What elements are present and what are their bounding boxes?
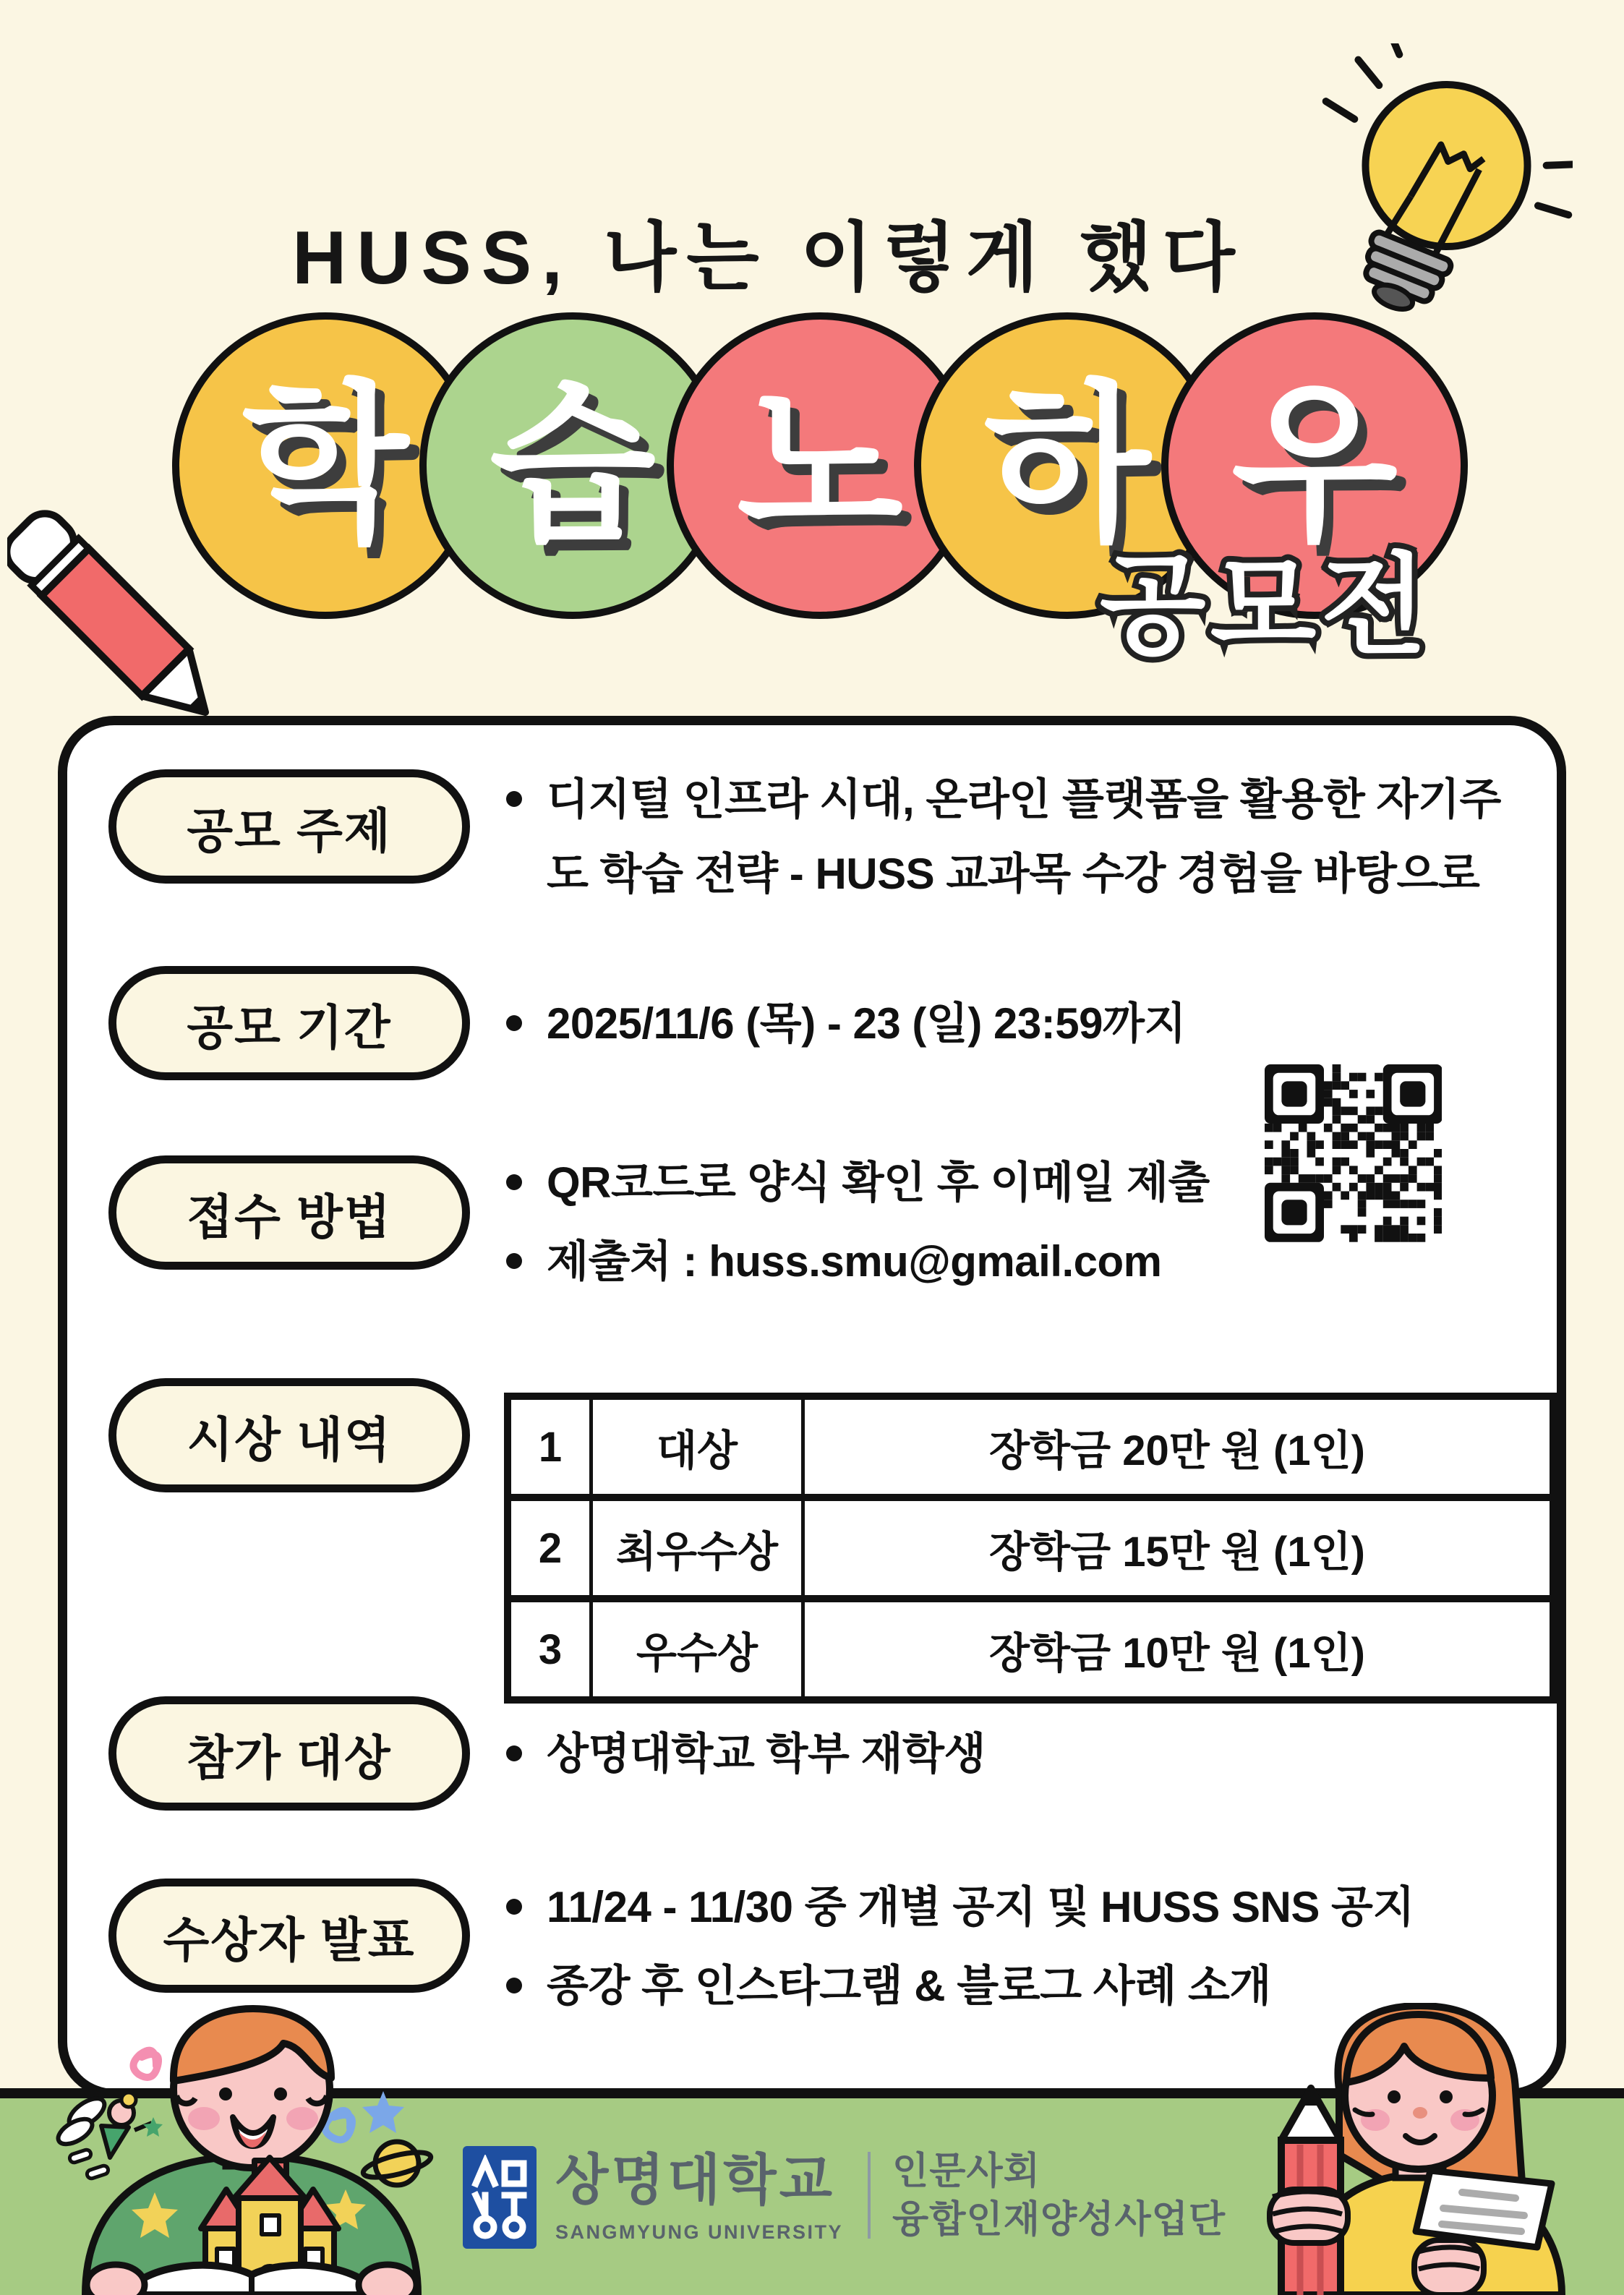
section-content-eligibility	[506, 1717, 1518, 1791]
section-label-text: 참가 대상	[187, 1730, 392, 1785]
table-row	[508, 1497, 1553, 1599]
bullet-row	[506, 1870, 1555, 1944]
section-content-topic	[506, 762, 1518, 911]
bullet-row	[506, 986, 1518, 1061]
university-name-ko: 상명대학교	[555, 2150, 836, 2211]
bullet-icon	[506, 791, 522, 807]
section-label-topic	[108, 769, 470, 884]
section-label-period	[108, 966, 470, 1080]
circle-letter: 하	[984, 369, 1150, 561]
org-name-line1: 인문사회	[892, 2150, 1040, 2192]
bullet-icon	[506, 1745, 522, 1761]
circle-letter: 우	[1231, 369, 1398, 561]
bullet-row	[506, 1224, 1244, 1299]
university-name-en: SANGMYUNG UNIVERSITY	[555, 2221, 844, 2243]
university-name-block	[555, 2150, 843, 2244]
section-label-eligibility	[108, 1696, 470, 1811]
award-rank: 1	[508, 1396, 591, 1497]
award-prize: 장학금 15만 원 (1인)	[803, 1497, 1554, 1599]
circle-letter: 습	[490, 369, 656, 561]
award-name: 대상	[591, 1396, 803, 1497]
bullet-text: 11/24 - 11/30 중 개별 공지 및 HUSS SNS 공지	[547, 1883, 1414, 1931]
logo-divider	[868, 2152, 871, 2239]
award-name: 최우수상	[591, 1497, 803, 1599]
org-name-line2: 융합인재양성사업단	[892, 2198, 1226, 2241]
subtitle-text: 공모전	[1099, 544, 1432, 667]
bullet-text: QR코드로 양식 확인 후 이메일 제출	[547, 1158, 1210, 1207]
section-label-text: 시상 내역	[187, 1412, 392, 1466]
bullet-row	[506, 1145, 1244, 1220]
pencil-icon	[7, 492, 296, 759]
section-label-awards	[108, 1378, 470, 1492]
circle-letter: 노	[737, 369, 903, 561]
award-name: 우수상	[591, 1599, 803, 1700]
section-content-apply	[506, 1145, 1244, 1299]
lightbulb-icon	[1298, 43, 1573, 318]
bullet-text: 2025/11/6 (목) - 23 (일) 23:59까지	[547, 999, 1186, 1048]
award-rank: 2	[508, 1497, 591, 1599]
qr-code-icon	[1264, 1061, 1442, 1244]
org-name-block	[892, 2147, 1226, 2244]
bullet-icon	[506, 1899, 522, 1915]
table-row	[508, 1599, 1553, 1700]
section-label-text: 공모 주제	[187, 803, 392, 858]
award-prize: 장학금 10만 원 (1인)	[803, 1599, 1554, 1700]
award-prize: 장학금 20만 원 (1인)	[803, 1396, 1554, 1497]
bullet-text: 상명대학교 학부 재학생	[547, 1730, 986, 1778]
section-label-text: 공모 기간	[187, 1000, 392, 1054]
section-content-period	[506, 986, 1518, 1061]
table-row	[508, 1396, 1553, 1497]
award-rank: 3	[508, 1599, 591, 1700]
bullet-icon	[506, 1174, 522, 1190]
bullet-text: 제출처 : huss.smu@gmail.com	[547, 1237, 1162, 1286]
bullet-row	[506, 1949, 1555, 2023]
bullet-icon	[506, 1015, 522, 1031]
bullet-icon	[506, 1253, 522, 1269]
page-title: HUSS, 나는 이렇게 했다	[292, 216, 1245, 300]
bullet-text: 종강 후 인스타그램 & 블로그 사례 소개	[547, 1962, 1271, 2011]
section-label-apply	[108, 1155, 470, 1270]
bullet-row	[506, 1717, 1518, 1791]
awards-table	[504, 1393, 1557, 1704]
sangmyung-emblem-icon	[463, 2146, 537, 2249]
bullet-row	[506, 762, 1518, 911]
section-label-text: 수상자 발표	[163, 1912, 416, 1967]
bullet-text: 디지털 인프라 시대, 온라인 플랫폼을 활용한 자기주도 학습 전략 - HUSS 교과목 수강 경험을 바탕으로	[547, 775, 1501, 899]
footer-logo	[463, 2146, 1226, 2249]
subtitle-gongmojeon	[1041, 537, 1490, 674]
section-label-text: 접수 방법	[187, 1189, 392, 1244]
bullet-icon	[506, 1978, 522, 1993]
section-label-announcement	[108, 1879, 470, 1993]
section-content-announcement	[506, 1870, 1555, 2023]
circle-letter: 학	[242, 369, 409, 561]
